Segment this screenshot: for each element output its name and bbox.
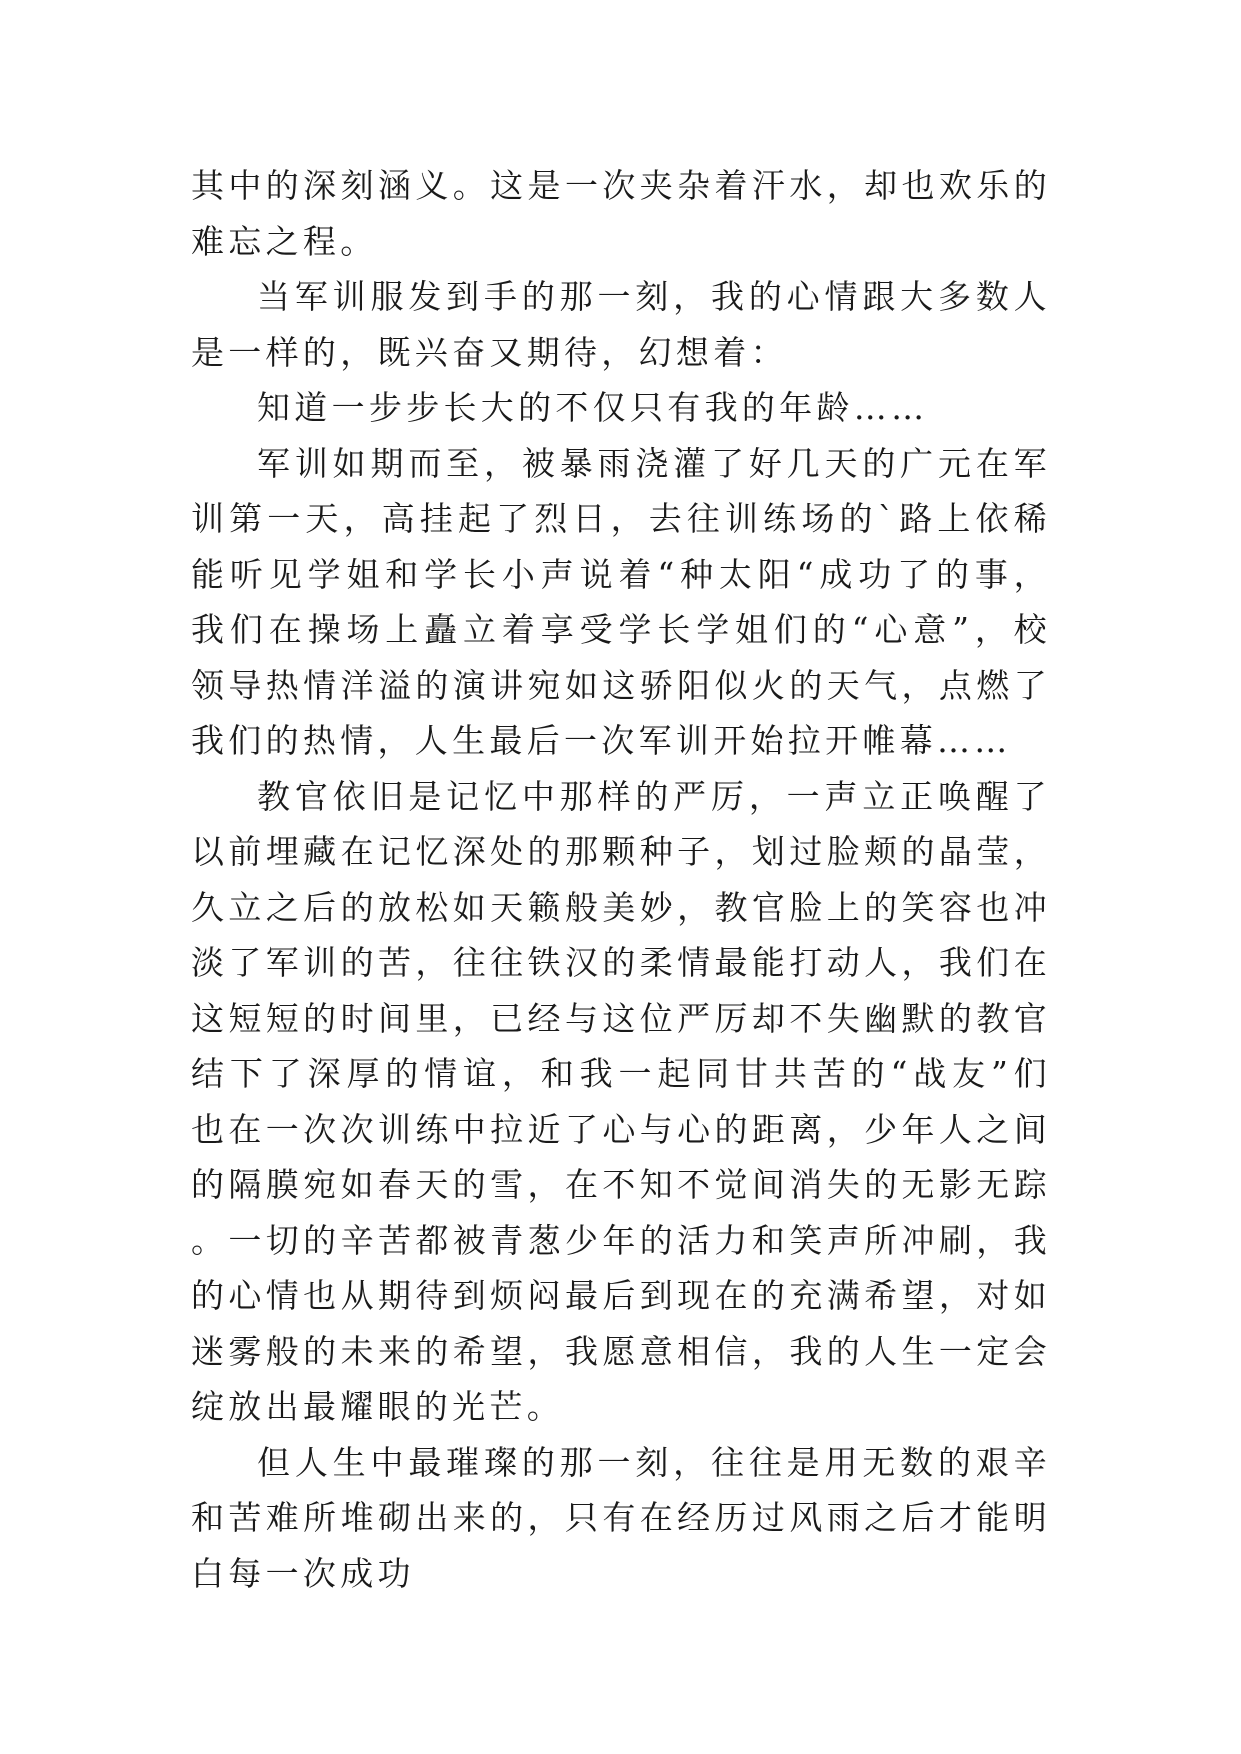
paragraph-uniform-issued: 当军训服发到手的那一刻，我的心情跟大多数人是一样的，既兴奋又期待，幻想着：	[191, 277, 1051, 372]
paragraph-continuation: 其中的深刻涵义。这是一次夹杂着汗水，却也欢乐的难忘之程。	[191, 166, 1051, 261]
paragraph-hardship: 但人生中最璀璨的那一刻，往往是用无数的艰辛和苦难所堆砌出来的，只有在经历过风雨之后才能明白每一次成功	[191, 1442, 1051, 1593]
paragraph-training-begins: 军训如期而至，被暴雨浇灌了好几天的广元在军训第一天，高挂起了烈日，去往训练场的`路上依稀能听见学姐和学长小声说着“种太阳“成功了的事，我们在操场上矗立着享受学长学姐们的“心意”，校领导热情洋溢的演讲宛如这骄阳似火的天气，点燃了我们的热情，人生最后一次军训开始拉开帷幕……	[191, 443, 1051, 760]
body-text	[191, 158, 1051, 1601]
paragraph-growing-up: 知道一步步长大的不仅只有我的年龄……	[257, 388, 929, 427]
paragraph-instructor: 教官依旧是记忆中那样的严厉，一声立正唤醒了以前埋藏在记忆深处的那颗种子，划过脸颊的晶莹，久立之后的放松如天籁般美妙，教官脸上的笑容也冲淡了军训的苦，往往铁汉的柔情最能打动人，我们在这短短的时间里，已经与这位严厉却不失幽默的教官结下了深厚的情谊，和我一起同甘共苦的“战友”们也在一次次训练中拉近了心与心的距离，少年人之间的隔膜宛如春天的雪，在不知不觉间消失的无影无踪。一切的辛苦都被青葱少年的活力和笑声所冲刷，我的心情也从期待到烦闷最后到现在的充满希望，对如迷雾般的未来的希望，我愿意相信，我的人生一定会绽放出最耀眼的光芒。	[191, 776, 1051, 1426]
